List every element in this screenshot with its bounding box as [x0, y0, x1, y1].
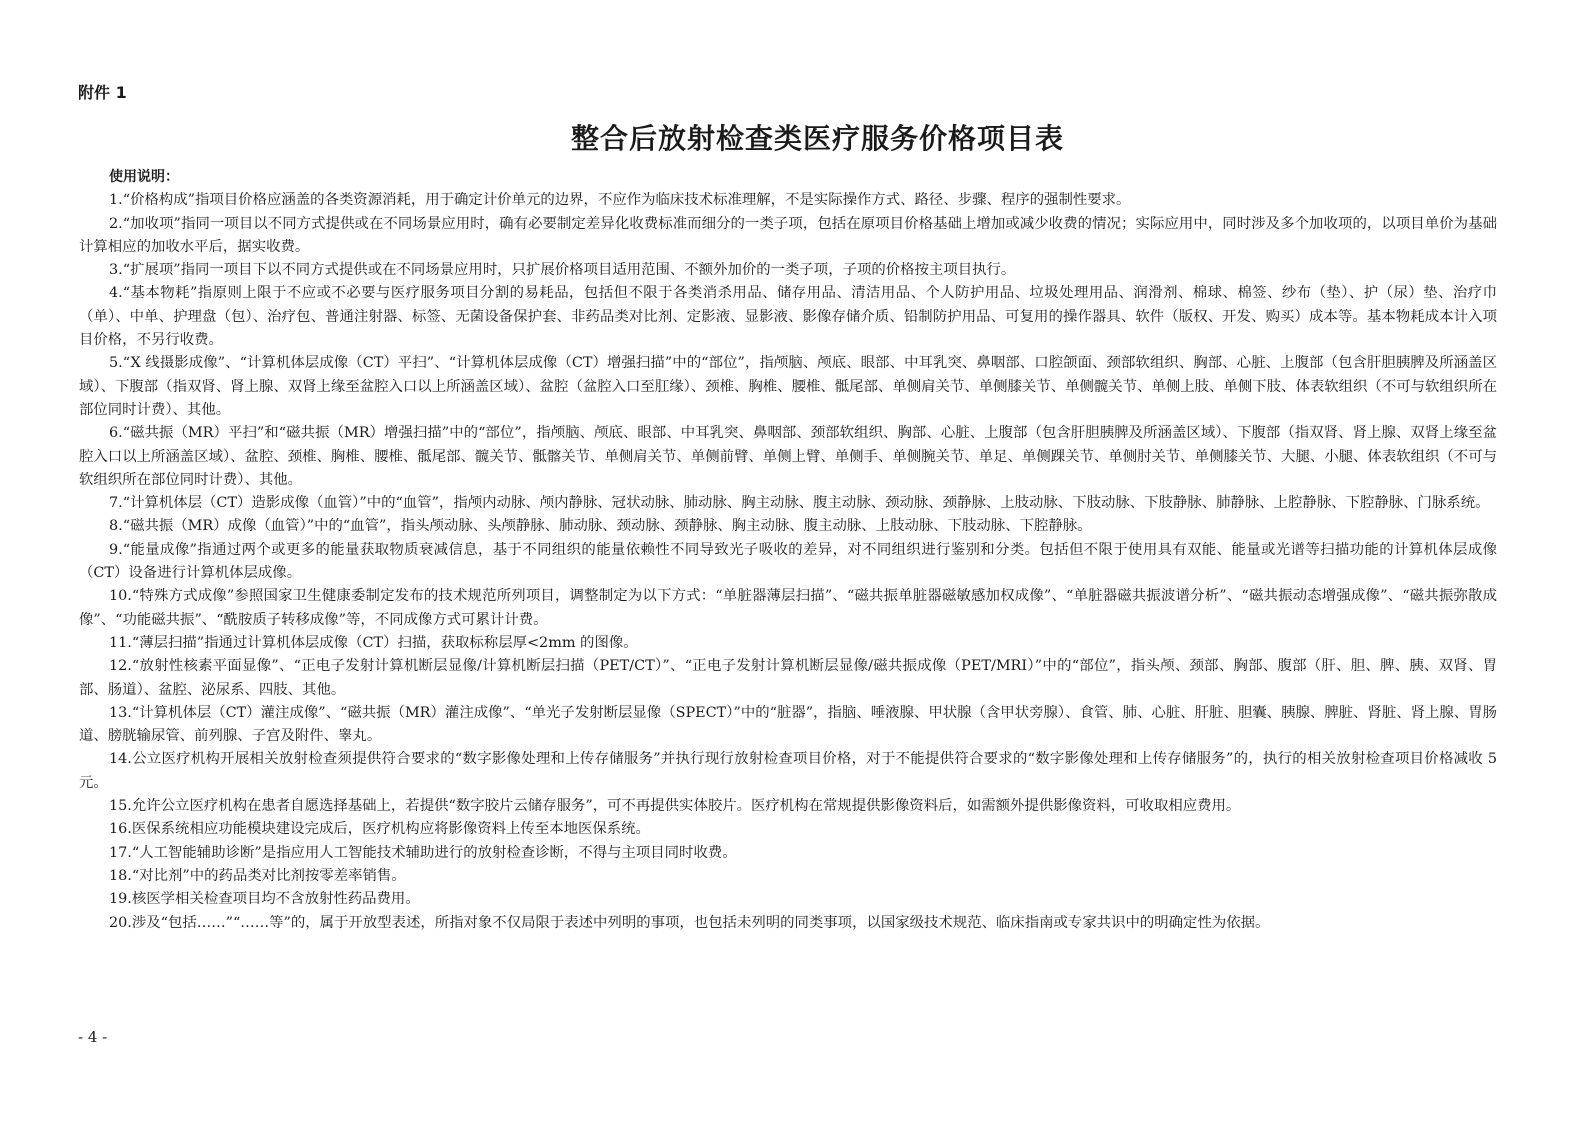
usage-note-19: 19.核医学相关检查项目均不含放射性药品费用。: [109, 891, 420, 908]
usage-note-17: 17.“人工智能辅助诊断”是指应用人工智能技术辅助进行的放射检查诊断，不得与主项目同时收费。: [109, 844, 737, 861]
usage-note-3: 3.“扩展项”指同一项目下以不同方式提供或在不同场景应用时，只扩展价格项目适用范围、不额外加价的一类子项，子项的价格按主项目执行。: [109, 262, 1016, 279]
usage-note-6: 6.“磁共振（MR）平扫”和“磁共振（MR）增强扫描”中的“部位”，指颅脑、颅底、眼部、中耳乳突、鼻咽部、颈部软组织、胸部、心脏、上腹部（包含肝胆胰脾及所涵盖区域）、下腹部（指双肾、肾上腺、双肾上缘至盆腔入口以上所涵盖区域）、盆腔、颈椎、胸椎、腰椎、骶尾部、髋关节、骶髂关节、单侧肩关节、单侧前臂、单侧上臂、单侧手、单侧腕关节、单足、单侧踝关节、单侧肘关节、单侧膝关节、大腿、小腿、体表软组织（不可与软组织所在部位同时计费）、其他。: [79, 425, 1497, 488]
usage-note-2: 2.“加收项”指同一项目以不同方式提供或在不同场景应用时，确有必要制定差异化收费标准而细分的一类子项，包括在原项目价格基础上增加或减少收费的情况；实际应用中，同时涉及多个加收项的，以项目单价为基础计算相应的加收水平后，据实收费。: [79, 215, 1497, 255]
usage-note-14: 14.公立医疗机构开展相关放射检查须提供符合要求的“数字影像处理和上传存储服务”并执行现行放射检查项目价格，对于不能提供符合要求的“数字影像处理和上传存储服务”的，执行的相关放射检查项目价格减收 5 元。: [79, 751, 1497, 791]
usage-note-16: 16.医保系统相应功能模块建设完成后，医疗机构应将影像资料上传至本地医保系统。: [109, 821, 650, 838]
usage-note-7: 7.“计算机体层（CT）造影成像（血管）”中的“血管”，指颅内动脉、颅内静脉、冠状动脉、肺动脉、胸主动脉、腹主动脉、颈动脉、颈静脉、上肢动脉、下肢动脉、下肢静脉、肺静脉、上腔静脉、下腔静脉、门脉系统。: [109, 495, 1490, 512]
usage-note-20: 20.涉及“包括……”“……等”的，属于开放型表述，所指对象不仅局限于表述中列明的事项，也包括未列明的同类事项，以国家级技术规范、临床指南或专家共识中的明确定性为依据。: [109, 914, 1270, 931]
usage-note-8: 8.“磁共振（MR）成像（血管）”中的“血管”，指头颅动脉、头颅静脉、肺动脉、颈动脉、颈静脉、胸主动脉、腹主动脉、上肢动脉、下肢动脉、下腔静脉。: [109, 518, 1092, 535]
usage-note-5: 5.“X 线摄影成像”、“计算机体层成像（CT）平扫”、“计算机体层成像（CT）增强扫描”中的“部位”，指颅脑、颅底、眼部、中耳乳突、鼻咽部、口腔颌面、颈部软组织、胸部、心脏、上腹部（包含肝胆胰脾及所涵盖区域）、下腹部（指双肾、肾上腺、双肾上缘至盆腔入口以上所涵盖区域）、盆腔（盆腔入口至肛缘）、颈椎、胸椎、腰椎、骶尾部、单侧肩关节、单侧膝关节、单侧髋关节、单侧上肢、单侧下肢、体表软组织（不可与软组织所在部位同时计费）、其他。: [79, 355, 1497, 418]
usage-note-9: 9.“能量成像”指通过两个或更多的能量获取物质衰减信息，基于不同组织的能量依赖性不同导致光子吸收的差异，对不同组织进行鉴别和分类。包括但不限于使用具有双能、能量或光谱等扫描功能的计算机体层成像（CT）设备进行计算机体层成像。: [79, 541, 1497, 582]
usage-heading: 使用说明：: [109, 169, 179, 185]
usage-note-18: 18.“对比剂”中的药品类对比剂按零差率销售。: [109, 867, 406, 884]
usage-note-12: 12.“放射性核素平面显像”、“正电子发射计算机断层显像/计算机断层扫描（PET/CT）”、“正电子发射计算机断层显像/磁共振成像（PET/MRI）”中的“部位”，指头颅、颈部、胸部、腹部（肝、胆、脾、胰、双肾、胃部、肠道）、盆腔、泌尿系、四肢、其他。: [79, 658, 1497, 698]
usage-note-11: 11.“薄层扫描”指通过计算机体层成像（CT）扫描，获取标称层厚<2mm 的图像。: [109, 634, 638, 651]
usage-note-13: 13.“计算机体层（CT）灌注成像”、“磁共振（MR）灌注成像”、“单光子发射断层显像（SPECT）”中的“脏器”，指脑、唾液腺、甲状腺（含甲状旁腺）、食管、肺、心脏、肝脏、胆囊、胰腺、脾脏、肾脏、肾上腺、胃肠道、膀胱输尿管、前列腺、子宫及附件、睾丸。: [79, 704, 1497, 745]
usage-note-15: 15.允许公立医疗机构在患者自愿选择基础上，若提供“数字胶片云储存服务”，可不再提供实体胶片。医疗机构在常规提供影像资料后，如需额外提供影像资料，可收取相应费用。: [109, 798, 1241, 815]
usage-section: [79, 166, 1497, 935]
attachment-label: 附件 1: [78, 83, 127, 102]
page-title: 整合后放射检查类医疗服务价格项目表: [570, 122, 1064, 155]
usage-note-10: 10.“特殊方式成像”参照国家卫生健康委制定发布的技术规范所列项目，调整制定为以下方式：“单脏器薄层扫描”、“磁共振单脏器磁敏感加权成像”、“单脏器磁共振波谱分析”、“磁共振动态增强成像”、“磁共振弥散成像”、“功能磁共振”、“酰胺质子转移成像”等，不同成像方式可累计计费。: [79, 588, 1497, 628]
usage-notes-list: [79, 189, 1497, 935]
usage-note-1: 1.“价格构成”指项目价格应涵盖的各类资源消耗，用于确定计价单元的边界，不应作为临床技术标准理解，不是实际操作方式、路径、步骤、程序的强制性要求。: [109, 192, 1131, 209]
page-number: - 4 -: [78, 1028, 108, 1046]
usage-note-4: 4.“基本物耗”指原则上限于不应或不必要与医疗服务项目分割的易耗品，包括但不限于各类消杀用品、储存用品、清洁用品、个人防护用品、垃圾处理用品、润滑剂、棉球、棉签、纱布（垫）、护（尿）垫、治疗巾（单）、中单、护理盘（包）、治疗包、普通注射器、标签、无菌设备保护套、非药品类对比剂、定影液、显影液、影像存储介质、铅制防护用品、可复用的操作器具、软件（版权、开发、购买）成本等。基本物耗成本计入项目价格，不另行收费。: [79, 285, 1497, 349]
